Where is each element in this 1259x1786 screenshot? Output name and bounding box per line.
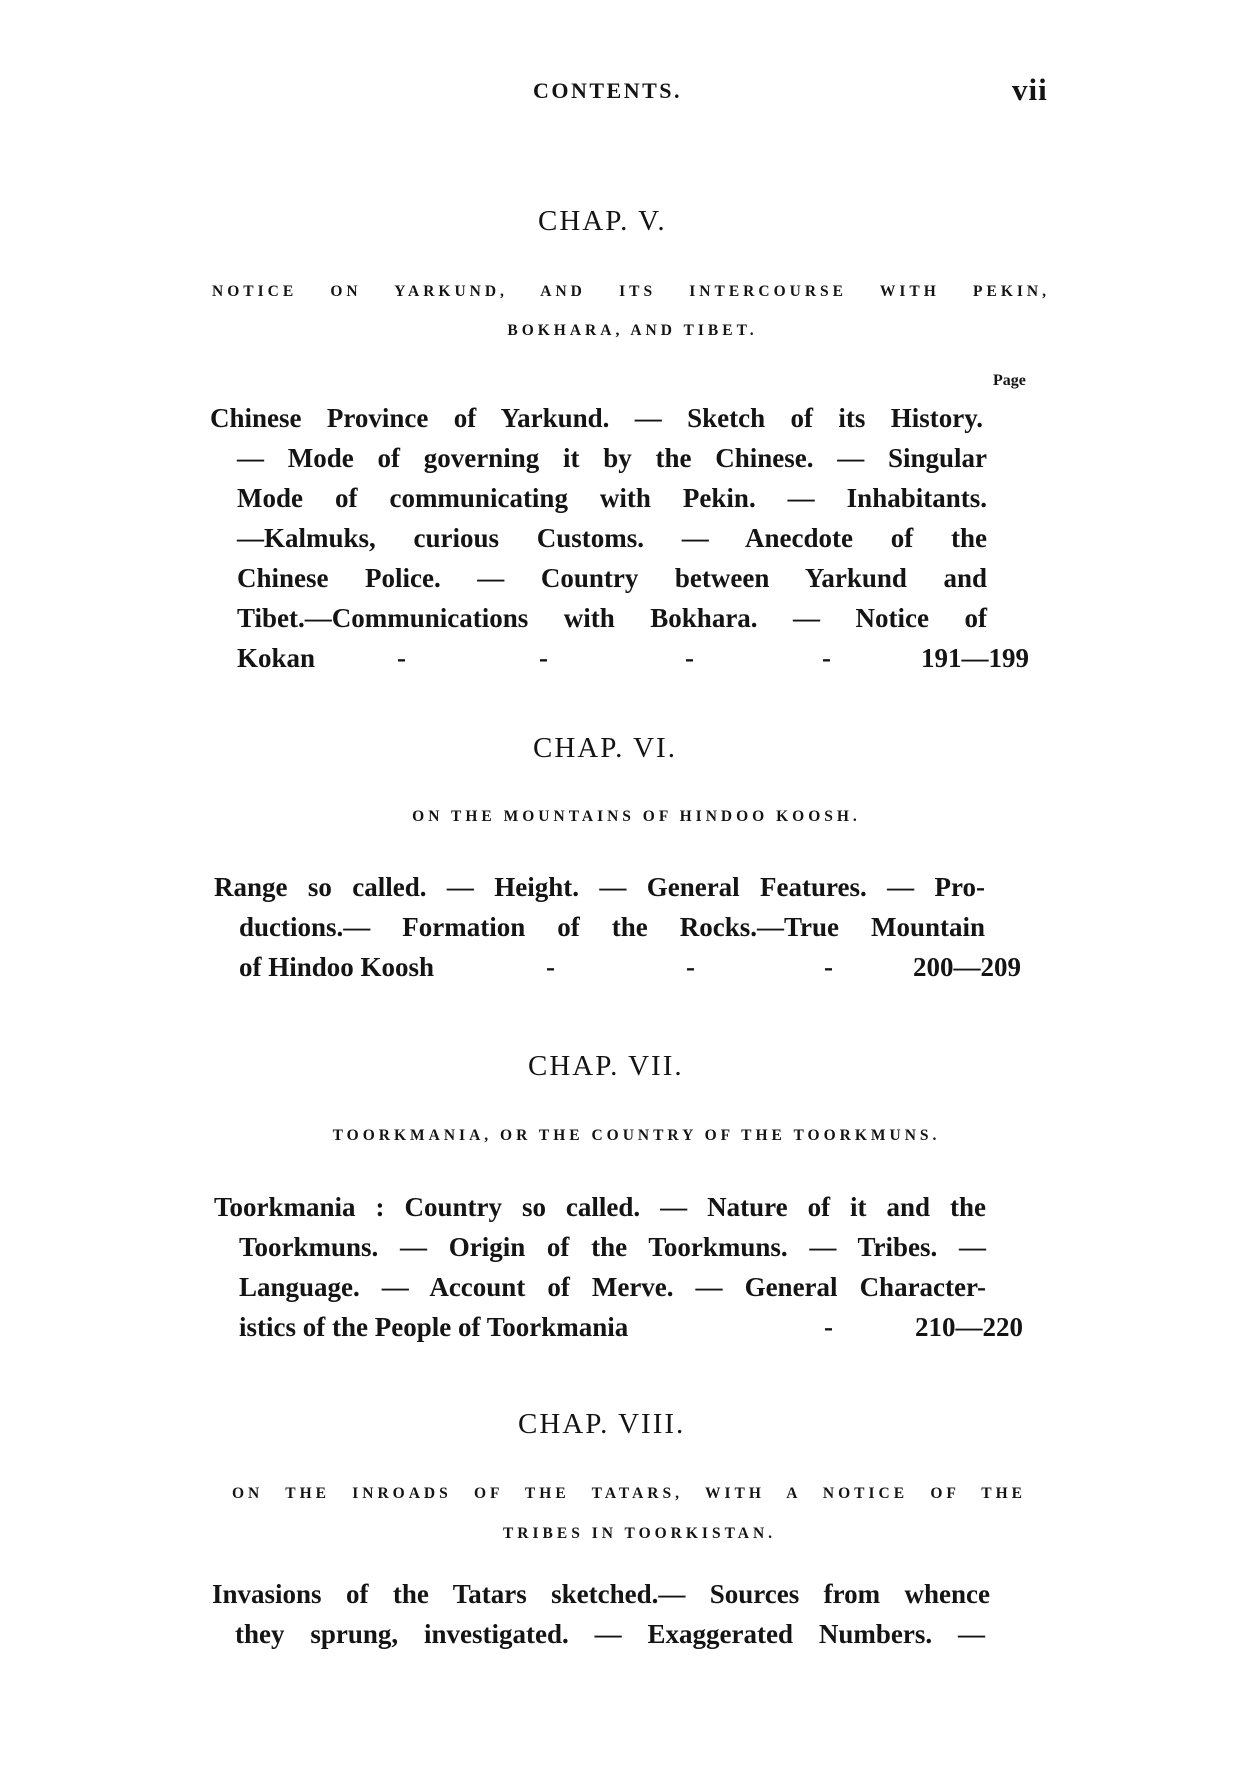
summary-last-line: istics of the People of Toorkmania - 210—220: [239, 1307, 1039, 1347]
chapter-summary: [210, 398, 1080, 678]
chapter-heading: CHAP. VII.: [528, 1050, 684, 1082]
summary-line: Toorkmania : Country so called. — Nature of it and the: [214, 1192, 986, 1222]
chapter-heading: CHAP. VIII.: [518, 1408, 686, 1440]
summary-line: Chinese Province of Yarkund. — Sketch of its History.: [210, 403, 983, 433]
summary-line: Invasions of the Tatars sketched.— Sources from whence: [212, 1579, 990, 1609]
summary-line: Chinese Police. — Country between Yarkund and: [237, 563, 987, 593]
chapter-summary: [214, 867, 1084, 987]
summary-line: Mode of communicating with Pekin. — Inhabitants.: [237, 483, 987, 513]
summary-line: Range so called. — Height. — General Features. — Pro-: [214, 872, 985, 902]
leader-dot: -: [546, 952, 555, 982]
running-head: CONTENTS.: [533, 78, 683, 103]
chapter-heading: CHAP. VI.: [533, 732, 677, 764]
summary-line: Tibet.—Communications with Bokhara. — Notice of: [237, 603, 987, 633]
page-range: 210—220: [915, 1312, 1023, 1342]
chapter-subtitle: ON THE MOUNTAINS OF HINDOO KOOSH.: [412, 808, 861, 825]
chapter-heading: CHAP. V.: [538, 205, 667, 237]
chapter-summary: [212, 1574, 1082, 1654]
chapter-subtitle: TRIBES IN TOORKISTAN.: [502, 1525, 777, 1542]
leader-dot: -: [685, 643, 694, 673]
page-range: 200—209: [913, 952, 1021, 982]
page-number: vii: [1012, 72, 1048, 107]
leader-dot: -: [822, 643, 831, 673]
summary-last-line: Kokan - - - - 191—199: [237, 638, 1037, 678]
chapter-subtitle: BOKHARA, AND TIBET.: [507, 322, 758, 339]
chapter-subtitle: ON THE INROADS OF THE TATARS, WITH A NOTICE OF THE: [232, 1485, 1026, 1502]
summary-line: ductions.— Formation of the Rocks.—True Mountain: [239, 912, 985, 942]
leader-dot: -: [397, 643, 406, 673]
page-range: 191—199: [921, 643, 1029, 673]
summary-line: —Kalmuks, curious Customs. — Anecdote of the: [237, 523, 987, 553]
summary-line: they sprung, investigated. — Exaggerated Numbers. —: [235, 1619, 985, 1649]
leader-dot: -: [686, 952, 695, 982]
chapter-subtitle: NOTICE ON YARKUND, AND ITS INTERCOURSE WITH PEKIN,: [212, 283, 1050, 300]
chapter-subtitle: TOORKMANIA, OR THE COUNTRY OF THE TOORKMUNS.: [332, 1127, 941, 1144]
leader-dot: -: [539, 643, 548, 673]
summary-last-line: of Hindoo Koosh - - - 200—209: [239, 947, 1039, 987]
leader-dot: -: [824, 952, 833, 982]
chapter-summary: [214, 1187, 1084, 1347]
page-column-label: Page: [993, 372, 1026, 389]
summary-line: — Mode of governing it by the Chinese. — Singular: [237, 443, 987, 473]
summary-line: Toorkmuns. — Origin of the Toorkmuns. — Tribes. —: [239, 1232, 986, 1262]
leader-dot: -: [824, 1312, 833, 1342]
summary-line: Language. — Account of Merve. — General Character-: [239, 1272, 986, 1302]
